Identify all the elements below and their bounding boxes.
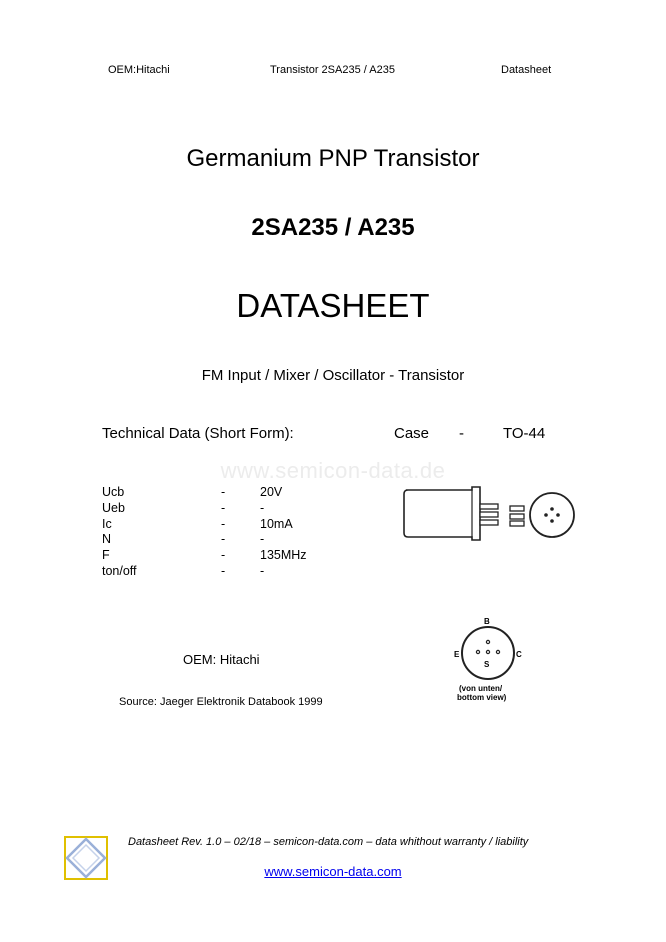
pinout-caption-line1: (von unten/	[459, 684, 503, 693]
title-application: FM Input / Mixer / Oscillator - Transistor	[201, 367, 465, 384]
source-line: Source: Jaeger Elektronik Databook 1999	[119, 696, 323, 708]
case-label: Case	[394, 425, 430, 442]
spec-value: 135MHz	[260, 548, 307, 562]
case-outline-drawing	[400, 484, 580, 546]
spec-value: 20V	[260, 485, 283, 499]
pin-label-e: E	[454, 650, 460, 659]
spec-value: -	[260, 564, 265, 578]
spec-param: F	[102, 548, 110, 562]
footer-revision: Datasheet Rev. 1.0 – 02/18 – semicon-data.com – data whithout warranty / liability	[128, 836, 529, 848]
spec-dash: -	[221, 485, 226, 499]
pin-label-b: B	[484, 617, 490, 626]
pinout-diagram	[450, 615, 530, 707]
case-dash: -	[459, 425, 464, 442]
pinout-caption-line2: bottom view)	[457, 693, 507, 702]
pin-label-s: S	[484, 660, 490, 669]
title-device-type: Germanium PNP Transistor	[186, 145, 480, 172]
header-oem: OEM:Hitachi	[108, 64, 170, 76]
spec-value: -	[260, 501, 265, 515]
spec-dash: -	[221, 532, 226, 546]
spec-value: 10mA	[260, 517, 293, 531]
spec-param: Ueb	[102, 501, 125, 515]
spec-dash: -	[221, 548, 226, 562]
technical-data-label: Technical Data (Short Form):	[102, 425, 294, 442]
spec-value: -	[260, 532, 265, 546]
spec-dash: -	[221, 501, 226, 515]
spec-param: Ic	[102, 517, 112, 531]
pin-label-c: C	[516, 650, 522, 659]
watermark: www.semicon-data.de	[220, 458, 446, 483]
case-value: TO-44	[503, 425, 546, 442]
header-doc: Datasheet	[501, 64, 552, 76]
spec-param: Ucb	[102, 485, 125, 499]
spec-param: N	[102, 532, 112, 546]
header-part: Transistor 2SA235 / A235	[270, 64, 395, 76]
title-datasheet: DATASHEET	[236, 287, 430, 324]
title-part-number: 2SA235 / A235	[251, 214, 415, 241]
footer-link[interactable]: www.semicon-data.com	[264, 864, 402, 879]
spec-param: ton/off	[102, 564, 137, 578]
spec-dash: -	[221, 517, 226, 531]
spec-dash: -	[221, 564, 226, 578]
oem-line: OEM: Hitachi	[183, 652, 260, 667]
